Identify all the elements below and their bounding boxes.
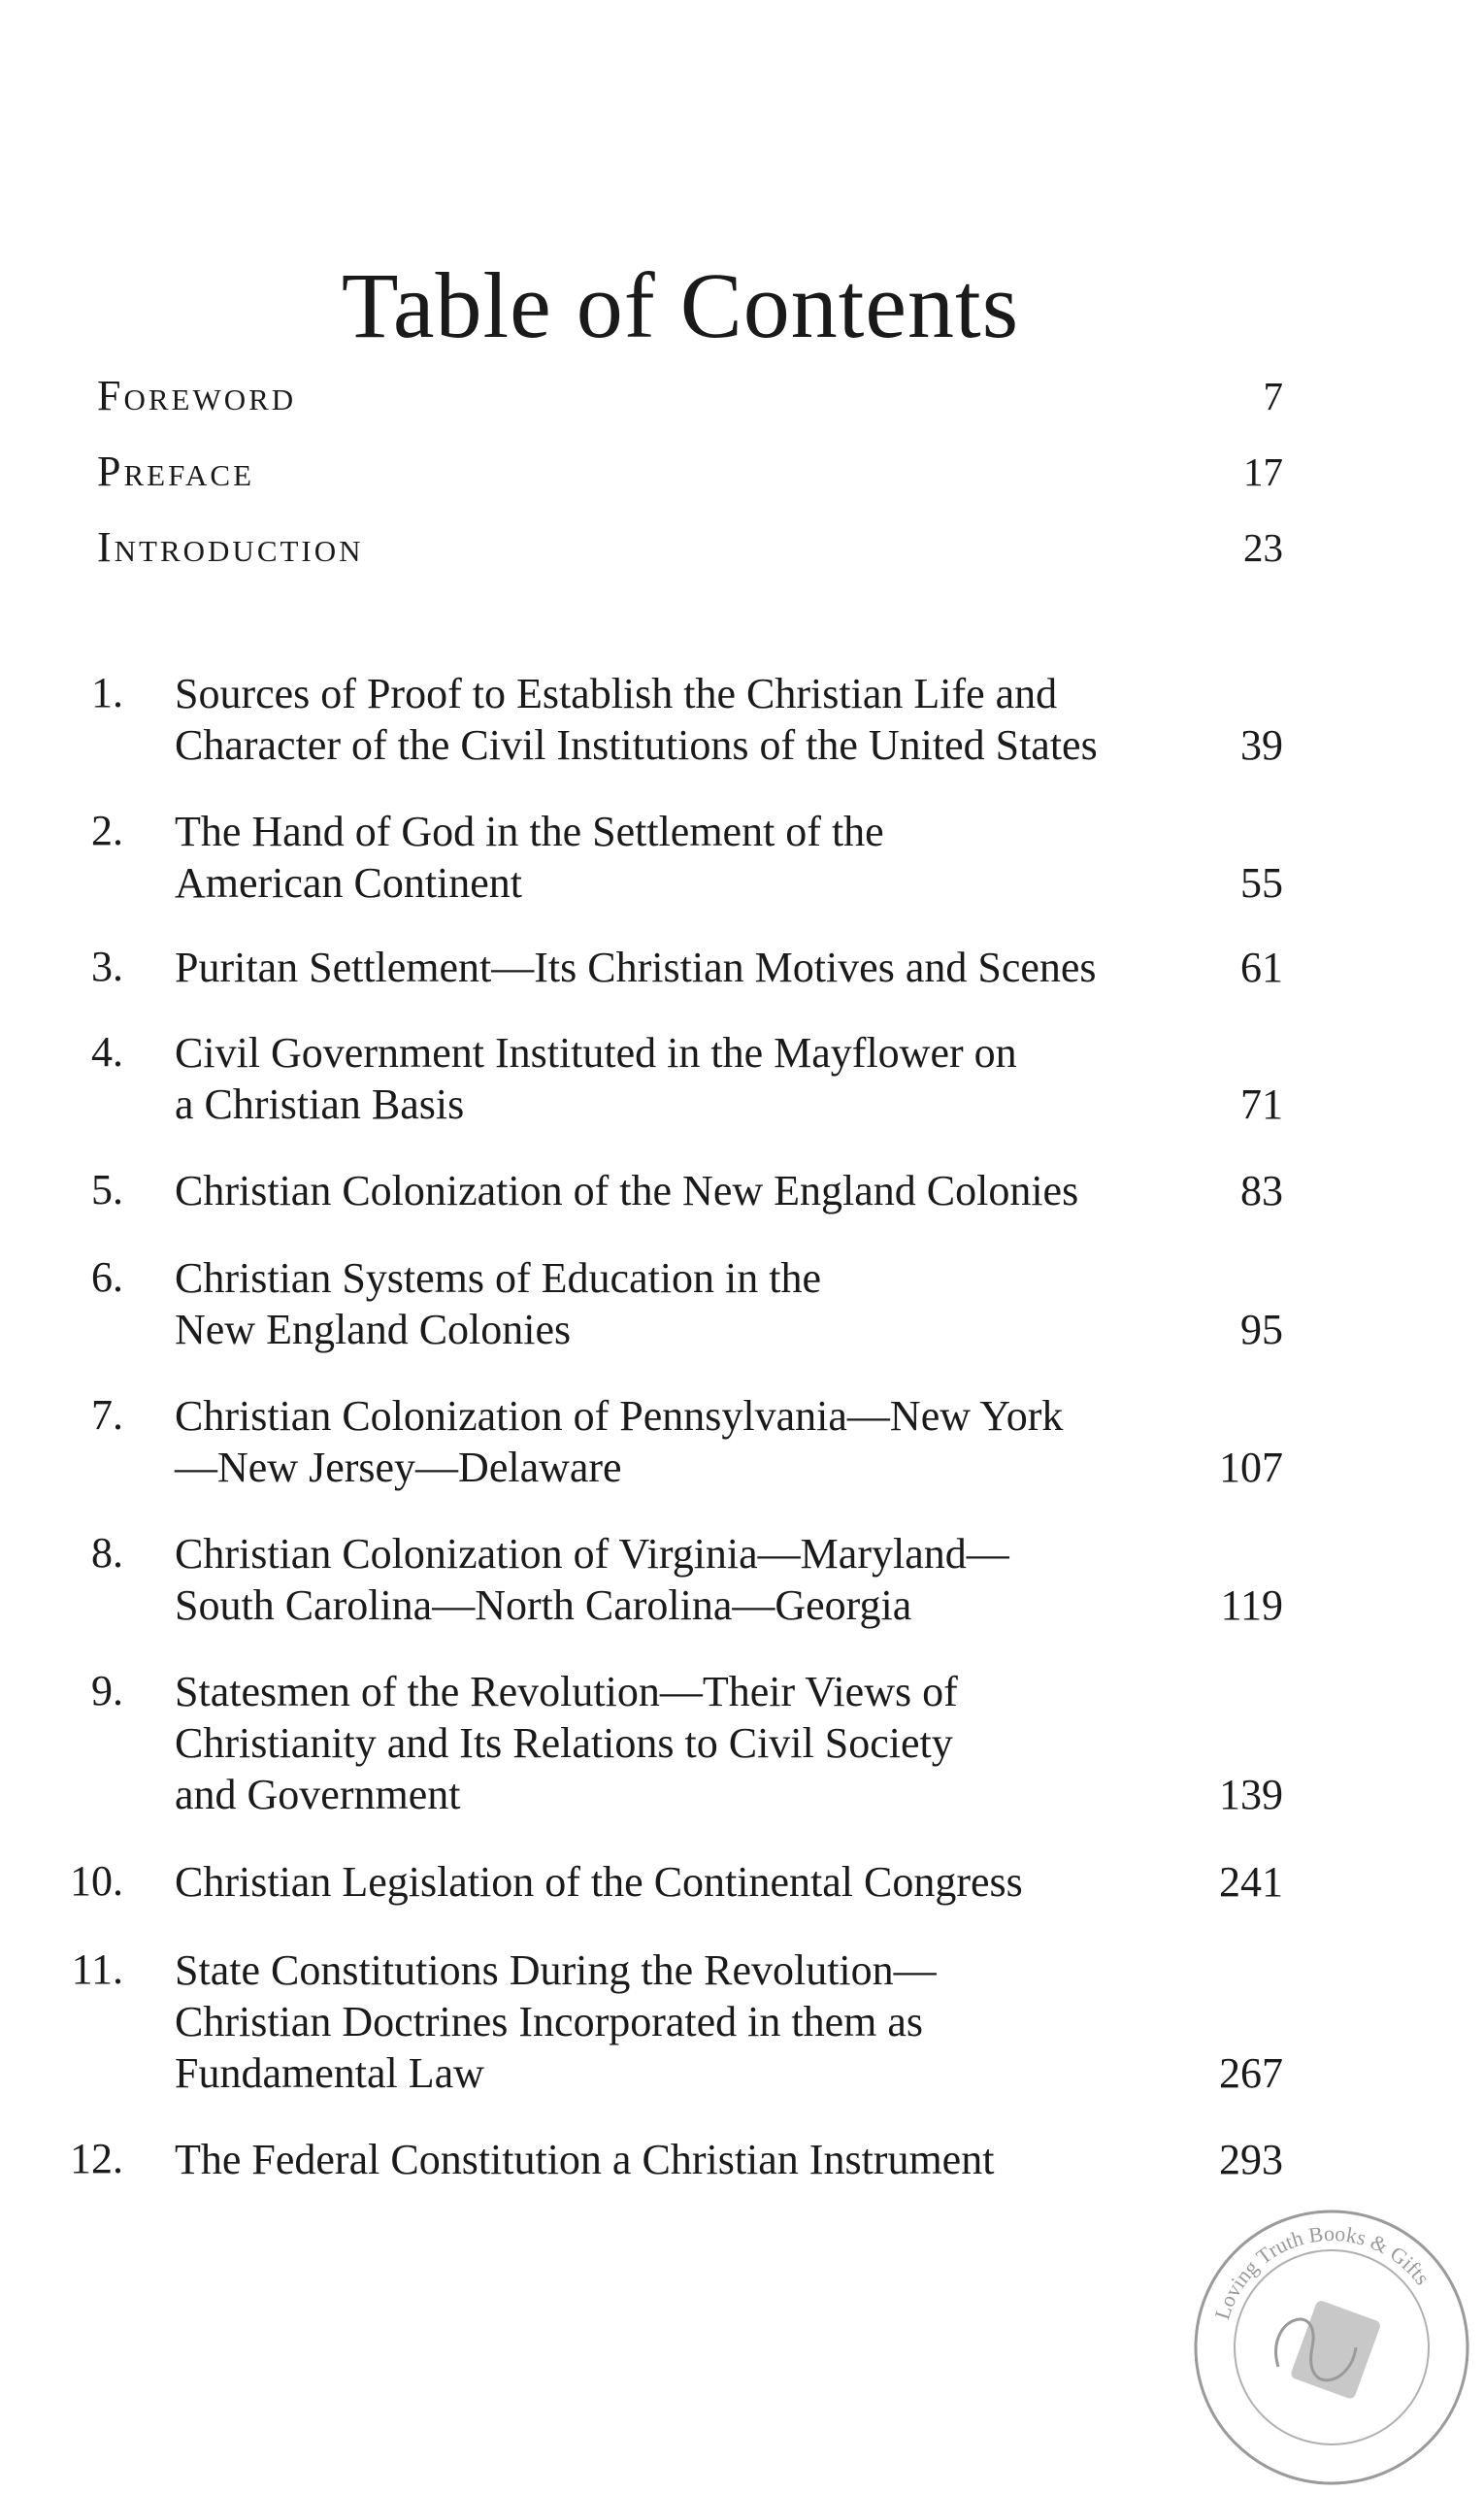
chapter-title <box>175 1165 1204 1216</box>
chapter-title-line: a Christian Basis <box>175 1080 465 1128</box>
toc-entry-label: Introduction <box>97 523 364 571</box>
chapter-page: 83 <box>1240 1167 1283 1214</box>
chapter-title-line: Fundamental Law <box>175 2049 484 2097</box>
toc-entry-preface[interactable] <box>97 447 1283 505</box>
chapter-title-line: Christian Colonization of Pennsylvania—New York <box>175 1392 1064 1440</box>
toc-entry-page: 17 <box>1243 449 1283 494</box>
watermark-stamp <box>1186 2202 1477 2493</box>
chapter-title <box>175 1390 1204 1493</box>
chapter-title <box>175 2134 1204 2185</box>
stamp-text: Loving Truth Books & Gifts <box>1209 2220 1435 2323</box>
chapter-number: 9. <box>91 1667 123 1714</box>
chapter-page: 119 <box>1220 1581 1283 1629</box>
chapter-title <box>175 1945 1204 2099</box>
chapter-title <box>175 806 1204 909</box>
toc-entry-page: 23 <box>1243 525 1283 570</box>
chapter-number: 10. <box>70 1857 123 1905</box>
chapter-title <box>175 1666 1204 1820</box>
chapter-title <box>175 1856 1204 1908</box>
chapter-title-line: and Government <box>175 1771 461 1818</box>
toc-entry-label: Preface <box>97 448 255 495</box>
chapter-title-line: Christian Legislation of the Continental Congress <box>175 1858 1023 1906</box>
chapter-title-line: Civil Government Instituted in the Mayflower on <box>175 1029 1017 1077</box>
chapter-number: 11. <box>71 1945 123 1993</box>
chapter-number: 4. <box>91 1028 123 1076</box>
chapter-number: 2. <box>91 807 123 854</box>
toc-entry-page: 7 <box>1263 374 1283 418</box>
chapter-title <box>175 1252 1204 1355</box>
chapter-title-line: State Constitutions During the Revolution— <box>175 1946 937 1994</box>
chapter-title-line: —New Jersey—Delaware <box>175 1444 622 1491</box>
chapter-number: 5. <box>91 1166 123 1213</box>
chapter-title-line: Christian Colonization of the New England Colonies <box>175 1167 1079 1214</box>
chapter-title-line: Christian Colonization of Virginia—Maryland— <box>175 1530 1009 1578</box>
chapter-number: 3. <box>91 943 123 990</box>
chapter-title <box>175 1027 1204 1130</box>
chapter-page: 139 <box>1219 1771 1283 1818</box>
chapter-page: 107 <box>1219 1444 1283 1491</box>
chapter-title <box>175 942 1204 993</box>
chapter-number: 6. <box>91 1253 123 1301</box>
chapter-title-line: Sources of Proof to Establish the Christian Life and <box>175 670 1058 717</box>
chapter-page: 267 <box>1219 2049 1283 2097</box>
chapter-page: 55 <box>1240 859 1283 907</box>
chapter-number: 8. <box>91 1529 123 1577</box>
chapter-title-line: Puritan Settlement—Its Christian Motives and Scenes <box>175 944 1097 991</box>
chapter-page: 61 <box>1240 944 1283 991</box>
toc-entry-label: Foreword <box>97 372 297 419</box>
chapter-title <box>175 1528 1204 1631</box>
chapter-page: 95 <box>1240 1306 1283 1353</box>
chapter-title-line: American Continent <box>175 859 523 907</box>
chapter-number: 7. <box>91 1391 123 1439</box>
chapter-page: 241 <box>1219 1858 1283 1906</box>
chapter-title-line: Statesmen of the Revolution—Their Views of <box>175 1668 958 1715</box>
book-gift-icon <box>1276 2299 1382 2400</box>
toc-entry-introduction[interactable] <box>97 522 1283 581</box>
chapter-title-line: Character of the Civil Institutions of the United States <box>175 721 1098 769</box>
chapter-title-line: The Hand of God in the Settlement of the <box>175 808 884 855</box>
chapter-number: 12. <box>70 2135 123 2182</box>
chapter-title <box>175 668 1204 771</box>
chapter-title-line: Christian Systems of Education in the <box>175 1254 822 1302</box>
chapter-title-line: South Carolina—North Carolina—Georgia <box>175 1581 912 1629</box>
toc-entry-foreword[interactable] <box>97 371 1283 429</box>
chapter-title-line: Christian Doctrines Incorporated in them as <box>175 1998 924 2045</box>
chapter-page: 39 <box>1240 721 1283 769</box>
chapter-title-line: Christianity and Its Relations to Civil Society <box>175 1719 953 1767</box>
chapter-page: 293 <box>1219 2136 1283 2183</box>
chapter-number: 1. <box>91 669 123 716</box>
chapter-title-line: The Federal Constitution a Christian Instrument <box>175 2136 995 2183</box>
chapter-title-line: New England Colonies <box>175 1306 572 1353</box>
chapter-page: 71 <box>1240 1080 1283 1128</box>
page-title: Table of Contents <box>341 253 1020 358</box>
